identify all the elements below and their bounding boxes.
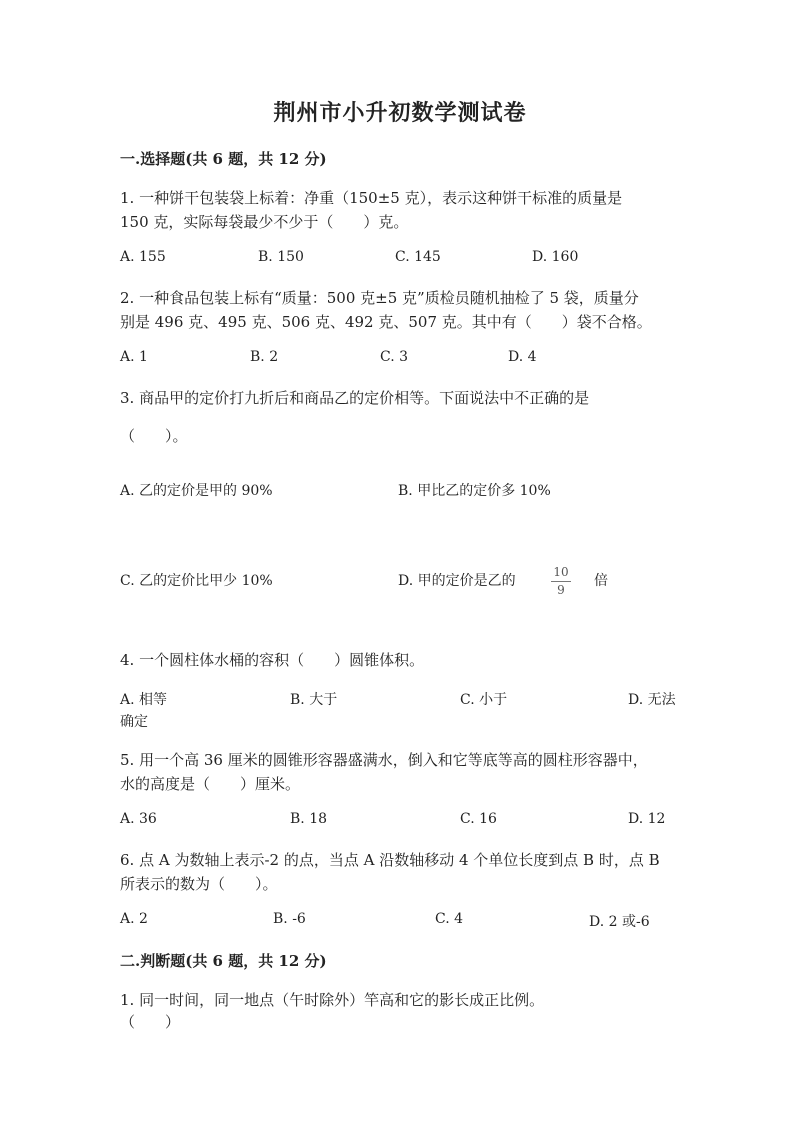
question-4-line-1: 4. 一个圆柱体水桶的容积（ ）圆锥体积。 bbox=[120, 651, 425, 669]
question-5-option-a: A. 36 bbox=[120, 811, 157, 827]
question-2-option-a: A. 1 bbox=[120, 349, 148, 365]
question-1-option-c: C. 145 bbox=[395, 249, 441, 265]
question-4-option-b: B. 大于 bbox=[290, 692, 338, 708]
question-1-line-1: 1. 一种饼干包装袋上标着：净重（150±5 克），表示这种饼干标准的质量是 bbox=[120, 189, 623, 207]
question-3-option-d: D. 甲的定价是乙的 bbox=[398, 573, 516, 589]
question-3-line-1: 3. 商品甲的定价打九折后和商品乙的定价相等。下面说法中不正确的是 bbox=[120, 389, 590, 407]
question-1-option-b: B. 150 bbox=[258, 249, 304, 265]
question-4-option-d-wrap: 确定 bbox=[120, 714, 148, 730]
question-3-option-d-suffix: 倍 bbox=[594, 573, 608, 589]
fraction-denominator: 9 bbox=[557, 583, 565, 597]
fraction-ten-ninths bbox=[549, 565, 573, 598]
question-5-option-b: B. 18 bbox=[290, 811, 328, 827]
question-1-option-d: D. 160 bbox=[532, 249, 579, 265]
question-4-option-a: A. 相等 bbox=[120, 692, 168, 708]
question-6-line-1: 6. 点 A 为数轴上表示-2 的点，当点 A 沿数轴移动 4 个单位长度到点 B 时，点 B bbox=[120, 851, 660, 869]
question-6-option-d: D. 2 或-6 bbox=[589, 914, 650, 930]
question-2-option-d: D. 4 bbox=[508, 349, 537, 365]
question-2-line-1: 2. 一种食品包装上标有“质量：500 克±5 克”质检员随机抽检了 5 袋，质量分 bbox=[120, 289, 639, 307]
question-5-option-c: C. 16 bbox=[460, 811, 497, 827]
question-6-option-b: B. -6 bbox=[273, 911, 306, 927]
question-4-option-d: D. 无法 bbox=[628, 692, 676, 708]
question-2-option-b: B. 2 bbox=[250, 349, 279, 365]
question-5-line-1: 5. 用一个高 36 厘米的圆锥形容器盛满水，倒入和它等底等高的圆柱形容器中， bbox=[120, 751, 648, 769]
question-6-option-c: C. 4 bbox=[435, 911, 464, 927]
question-2-option-c: C. 3 bbox=[380, 349, 409, 365]
question-3-line-2: （ ）。 bbox=[120, 427, 188, 445]
question-6-option-a: A. 2 bbox=[120, 911, 148, 927]
question-5-line-2: 水的高度是（ ）厘米。 bbox=[120, 775, 301, 793]
question-3-option-a: A. 乙的定价是甲的 90% bbox=[120, 483, 273, 499]
section-heading-judgement: 二.判断题(共 6 题，共 12 分) bbox=[120, 952, 327, 970]
question-3-option-b: B. 甲比乙的定价多 10% bbox=[398, 483, 551, 499]
question-1-option-a: A. 155 bbox=[120, 249, 166, 265]
page-title: 荆州市小升初数学测试卷 bbox=[273, 100, 527, 126]
section-heading-choice: 一.选择题(共 6 题，共 12 分) bbox=[120, 150, 327, 168]
question-5-option-d: D. 12 bbox=[628, 811, 666, 827]
judgement-1-line-2: （ ） bbox=[120, 1013, 181, 1031]
fraction-numerator: 10 bbox=[553, 565, 569, 579]
question-3-option-c: C. 乙的定价比甲少 10% bbox=[120, 573, 273, 589]
judgement-1-line-1: 1. 同一时间，同一地点（午时除外）竿高和它的影长成正比例。 bbox=[120, 991, 545, 1009]
question-6-line-2: 所表示的数为（ ）。 bbox=[120, 875, 278, 893]
fraction-bar bbox=[551, 581, 571, 582]
question-2-line-2: 别是 496 克、495 克、506 克、492 克、507 克。其中有（ ）袋不合格。 bbox=[120, 313, 652, 331]
question-4-option-c: C. 小于 bbox=[460, 692, 508, 708]
question-1-line-2: 150 克，实际每袋最少不少于（ ）克。 bbox=[120, 213, 409, 231]
